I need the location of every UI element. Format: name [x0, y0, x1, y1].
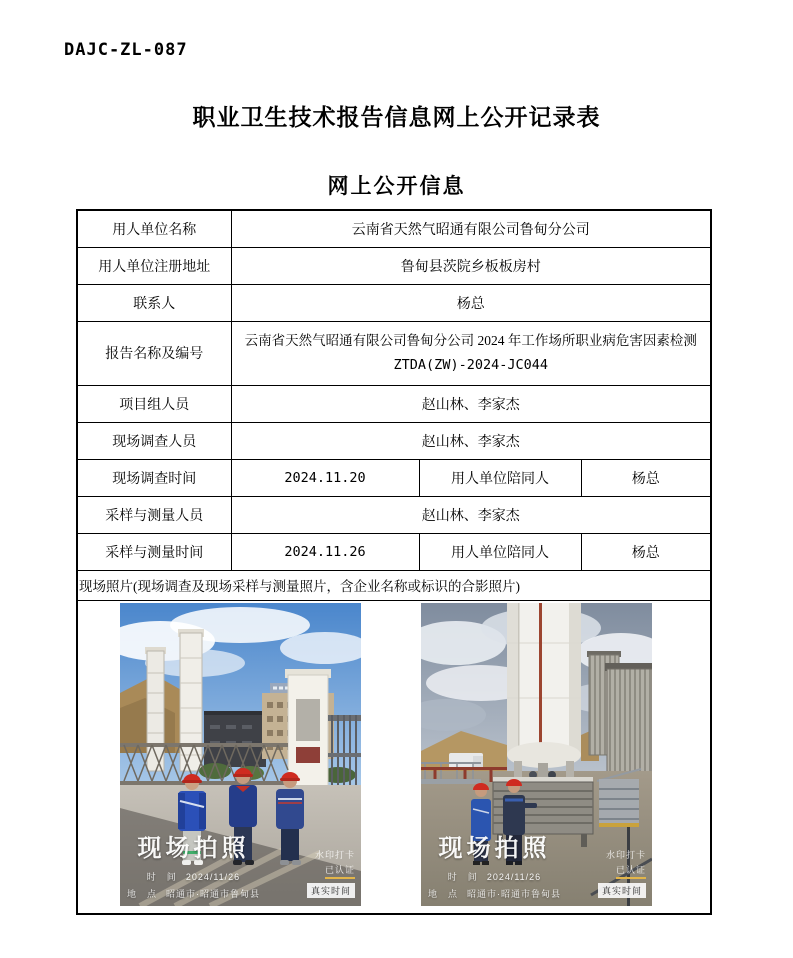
time-label: 时 间	[146, 871, 177, 882]
row-report	[77, 321, 711, 385]
row-address	[77, 247, 711, 284]
companion-value: 杨总	[581, 459, 711, 496]
location-label: 地 点	[127, 888, 158, 899]
photo-site-sampling-tank	[421, 603, 652, 906]
companion-value: 杨总	[581, 533, 711, 570]
row-label: 现场调查时间	[77, 459, 231, 496]
row-photos	[77, 600, 711, 914]
verified-label: 已认证	[616, 863, 646, 879]
location-label: 地 点	[428, 888, 459, 899]
row-value: 赵山林、李家杰	[231, 385, 711, 422]
realtime-badge: 真实时间	[598, 883, 646, 898]
report-name: 云南省天然气昭通有限公司鲁甸分公司 2024 年工作场所职业病危害因素检测	[244, 332, 697, 348]
survey-date: 2024.11.20	[231, 459, 419, 496]
page-title: 职业卫生技术报告信息网上公开记录表	[192, 105, 601, 130]
sampling-date: 2024.11.26	[231, 533, 419, 570]
time-value: 2024/11/26	[185, 871, 241, 882]
row-value	[231, 321, 711, 385]
row-label: 报告名称及编号	[77, 321, 231, 385]
row-survey-time	[77, 459, 711, 496]
report-code: ZTDA(ZW)-2024-JC044	[393, 357, 548, 373]
watermark-title: 现场拍照	[438, 834, 551, 862]
page-subtitle: 网上公开信息	[327, 174, 466, 198]
location-value: 昭通市·昭通市鲁甸县	[166, 888, 261, 899]
row-value: 鲁甸县茨院乡板板房村	[231, 247, 711, 284]
time-value: 2024/11/26	[486, 871, 542, 882]
location-value: 昭通市·昭通市鲁甸县	[467, 888, 562, 899]
row-value: 赵山林、李家杰	[231, 496, 711, 533]
row-value: 杨总	[231, 284, 711, 321]
document-code: DAJC-ZL-087	[64, 40, 188, 60]
row-contact	[77, 284, 711, 321]
row-photo-caption	[77, 570, 711, 600]
row-company	[77, 210, 711, 247]
watermark-title: 现场拍照	[137, 834, 250, 862]
verified-label: 已认证	[325, 863, 355, 879]
watermark-left	[127, 828, 260, 900]
row-sampling-time	[77, 533, 711, 570]
row-value: 赵山林、李家杰	[231, 422, 711, 459]
watermark-app-name: 水印打卡	[314, 849, 355, 860]
row-label: 联系人	[77, 284, 231, 321]
row-label: 用人单位名称	[77, 210, 231, 247]
photo-caption: 现场照片(现场调查及现场采样与测量照片，含企业名称或标识的合影照片)	[77, 570, 711, 600]
time-label: 时 间	[447, 871, 478, 882]
watermark-badge-left	[307, 848, 355, 898]
realtime-badge: 真实时间	[307, 883, 355, 898]
row-label: 采样与测量时间	[77, 533, 231, 570]
companion-label: 用人单位陪同人	[419, 533, 581, 570]
row-survey-staff	[77, 422, 711, 459]
watermark-app-name: 水印打卡	[605, 849, 646, 860]
row-value: 云南省天然气昭通有限公司鲁甸分公司	[231, 210, 711, 247]
info-table	[76, 209, 712, 915]
watermark-badge-right	[598, 848, 646, 898]
photos-cell	[77, 600, 711, 914]
companion-label: 用人单位陪同人	[419, 459, 581, 496]
row-project-team	[77, 385, 711, 422]
row-label: 用人单位注册地址	[77, 247, 231, 284]
watermark-right	[428, 828, 561, 900]
row-label: 采样与测量人员	[77, 496, 231, 533]
photo-site-survey-group	[120, 603, 361, 906]
row-label: 项目组人员	[77, 385, 231, 422]
row-label: 现场调查人员	[77, 422, 231, 459]
row-sampling-staff	[77, 496, 711, 533]
